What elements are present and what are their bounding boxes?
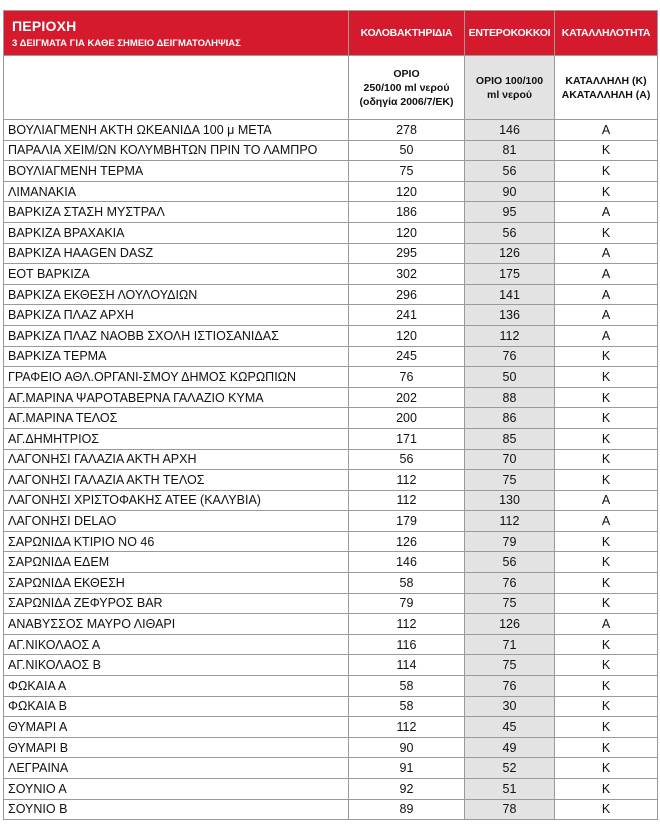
table-row	[4, 552, 658, 573]
sampling-point-name: ΑΓ.ΜΑΡΙΝΑ ΨΑΡΟΤΑΒΕΡΝΑ ΓΑΛΑΖΙΟ ΚΥΜΑ	[4, 387, 349, 408]
table-row	[4, 799, 658, 820]
coliform-limit-line1: ΟΡΙΟ	[393, 67, 420, 80]
enterococci-value: 112	[465, 511, 555, 532]
coliform-value: 91	[349, 758, 465, 779]
enterococci-value: 51	[465, 779, 555, 800]
sampling-point-name: ΛΑΓΟΝΗΣΙ DELAO	[4, 511, 349, 532]
enterococci-value: 45	[465, 717, 555, 738]
suitability-value: Α	[555, 305, 658, 326]
enterococci-value: 30	[465, 696, 555, 717]
coliform-value: 245	[349, 346, 465, 367]
coliform-value: 79	[349, 593, 465, 614]
coliform-value: 295	[349, 243, 465, 264]
suitability-value: Κ	[555, 676, 658, 697]
suitability-value: Α	[555, 243, 658, 264]
sampling-point-name: ΕΟΤ ΒΑΡΚΙΖΑ	[4, 264, 349, 285]
coliform-value: 92	[349, 779, 465, 800]
coliform-value: 202	[349, 387, 465, 408]
table-row	[4, 490, 658, 511]
enterococci-value: 126	[465, 614, 555, 635]
coliform-value: 120	[349, 181, 465, 202]
table-row	[4, 428, 658, 449]
suitability-value: Κ	[555, 367, 658, 388]
coliform-value: 75	[349, 161, 465, 182]
table-row	[4, 634, 658, 655]
enterococci-value: 50	[465, 367, 555, 388]
sampling-point-name: ΒΑΡΚΙΖΑ ΒΡΑΧΑΚΙΑ	[4, 222, 349, 243]
table-subheader-row	[4, 56, 658, 120]
enterococci-value: 56	[465, 222, 555, 243]
table-row	[4, 779, 658, 800]
suitability-value: Α	[555, 202, 658, 223]
coliform-header: ΚΟΛΟΒΑΚΤΗΡΙΔΙΑ	[349, 11, 465, 56]
sampling-point-name: ΦΩΚΑΙΑ Β	[4, 696, 349, 717]
suitability-value: Α	[555, 614, 658, 635]
coliform-value: 146	[349, 552, 465, 573]
coliform-value: 56	[349, 449, 465, 470]
area-title: ΠΕΡΙΟΧΗ	[12, 17, 77, 34]
enterococci-value: 81	[465, 140, 555, 161]
table-row	[4, 737, 658, 758]
suitability-header: ΚΑΤΑΛΛΗΛΟΤΗΤΑ	[555, 11, 658, 56]
enterococci-value: 146	[465, 120, 555, 141]
sampling-point-name: ΦΩΚΑΙΑ Α	[4, 676, 349, 697]
table-row	[4, 696, 658, 717]
table-row	[4, 408, 658, 429]
suitability-value: Α	[555, 511, 658, 532]
enterococci-value: 75	[465, 593, 555, 614]
sampling-point-name: ΒΑΡΚΙΖΑ ΠΛΑΖ ΑΡΧΗ	[4, 305, 349, 326]
table-row	[4, 161, 658, 182]
coliform-value: 58	[349, 696, 465, 717]
table-row	[4, 676, 658, 697]
suitability-value: Κ	[555, 634, 658, 655]
sampling-point-name: ΒΑΡΚΙΖΑ ΠΛΑΖ ΝΑΟΒΒ ΣΧΟΛΗ ΙΣΤΙΟΣΑΝΙΔΑΣ	[4, 325, 349, 346]
enterococci-limit-line1: ΟΡΙΟ 100/100	[475, 74, 544, 87]
coliform-limit-line3: (οδηγία 2006/7/ΕΚ)	[359, 95, 454, 108]
suitability-value: Κ	[555, 387, 658, 408]
table-row	[4, 511, 658, 532]
table-row	[4, 614, 658, 635]
sampling-point-name: ΠΑΡΑΛΙΑ ΧΕΙΜ/ΩΝ ΚΟΛΥΜΒΗΤΩΝ ΠΡΙΝ ΤΟ ΛΑΜΠΡΟ	[4, 140, 349, 161]
sampling-point-name: ΣΑΡΩΝΙΔΑ ΖΕΦΥΡΟΣ BAR	[4, 593, 349, 614]
suitability-value: Κ	[555, 222, 658, 243]
enterococci-value: 52	[465, 758, 555, 779]
coliform-value: 112	[349, 614, 465, 635]
enterococci-value: 95	[465, 202, 555, 223]
enterococci-value: 85	[465, 428, 555, 449]
sampling-point-name: ΑΓ.ΜΑΡΙΝΑ ΤΕΛΟΣ	[4, 408, 349, 429]
coliform-value: 296	[349, 284, 465, 305]
coliform-limit	[349, 56, 465, 120]
table-row	[4, 222, 658, 243]
sampling-point-name: ΣΑΡΩΝΙΔΑ ΚΤΙΡΙΟ ΝΟ 46	[4, 531, 349, 552]
sampling-point-name: ΑΝΑΒΥΣΣΟΣ ΜΑΥΡΟ ΛΙΘΑΡΙ	[4, 614, 349, 635]
sampling-point-name: ΒΑΡΚΙΖΑ ΕΚΘΕΣΗ ΛΟΥΛΟΥΔΙΩΝ	[4, 284, 349, 305]
suitability-value: Κ	[555, 552, 658, 573]
coliform-value: 179	[349, 511, 465, 532]
suitability-value: Κ	[555, 449, 658, 470]
suitability-value: Κ	[555, 428, 658, 449]
sampling-point-name: ΣΟΥΝΙΟ Β	[4, 799, 349, 820]
table-row	[4, 202, 658, 223]
sampling-point-name: ΒΑΡΚΙΖΑ ΤΕΡΜΑ	[4, 346, 349, 367]
suitability-value: Κ	[555, 717, 658, 738]
sampling-point-name: ΒΑΡΚΙΖΑ HAAGEN DASZ	[4, 243, 349, 264]
coliform-value: 112	[349, 490, 465, 511]
suitability-value: Κ	[555, 799, 658, 820]
suitability-value: Κ	[555, 181, 658, 202]
table-row	[4, 284, 658, 305]
suitability-legend	[555, 56, 658, 120]
water-quality-table	[3, 10, 658, 820]
coliform-value: 126	[349, 531, 465, 552]
sampling-point-name: ΣΟΥΝΙΟ Α	[4, 779, 349, 800]
table-row	[4, 449, 658, 470]
suitability-value: Κ	[555, 140, 658, 161]
suitability-value: Κ	[555, 346, 658, 367]
enterococci-value: 75	[465, 470, 555, 491]
suitability-value: Α	[555, 284, 658, 305]
suitability-value: Κ	[555, 696, 658, 717]
suitability-value: Κ	[555, 573, 658, 594]
suitability-value: Κ	[555, 593, 658, 614]
suitability-legend-line1: ΚΑΤΑΛΛΗΛΗ (Κ)	[565, 74, 647, 87]
coliform-value: 50	[349, 140, 465, 161]
sampling-point-name: ΘΥΜΑΡΙ Α	[4, 717, 349, 738]
sampling-point-name: ΛΑΓΟΝΗΣΙ ΓΑΛΑΖΙΑ ΑΚΤΗ ΑΡΧΗ	[4, 449, 349, 470]
sampling-point-name: ΘΥΜΑΡΙ Β	[4, 737, 349, 758]
table-row	[4, 593, 658, 614]
suitability-value: Κ	[555, 779, 658, 800]
enterococci-value: 71	[465, 634, 555, 655]
table-row	[4, 387, 658, 408]
sampling-point-name: ΣΑΡΩΝΙΔΑ ΕΚΘΕΣΗ	[4, 573, 349, 594]
enterococci-value: 175	[465, 264, 555, 285]
suitability-value: Κ	[555, 758, 658, 779]
sampling-point-name: ΒΑΡΚΙΖΑ ΣΤΑΣΗ ΜΥΣΤΡΑΛ	[4, 202, 349, 223]
enterococci-value: 86	[465, 408, 555, 429]
sampling-point-name: ΓΡΑΦΕΙΟ ΑΘΛ.ΟΡΓΑΝΙ-ΣΜΟΥ ΔΗΜΟΣ ΚΩΡΩΠΙΩΝ	[4, 367, 349, 388]
enterococci-value: 130	[465, 490, 555, 511]
table-row	[4, 531, 658, 552]
enterococci-limit	[465, 56, 555, 120]
table-row	[4, 758, 658, 779]
sampling-point-name: ΒΟΥΛΙΑΓΜΕΝΗ ΑΚΤΗ ΩΚΕΑΝΙΔΑ 100 μ ΜΕΤΑ	[4, 120, 349, 141]
enterococci-value: 76	[465, 676, 555, 697]
enterococci-limit-line2: ml νερού	[486, 88, 532, 101]
enterococci-value: 126	[465, 243, 555, 264]
area-subtitle: 3 ΔΕΙΓΜΑΤΑ ΓΙΑ ΚΑΘΕ ΣΗΜΕΙΟ ΔΕΙΓΜΑΤΟΛΗΨΙΑΣ	[12, 37, 241, 49]
suitability-value: Κ	[555, 531, 658, 552]
coliform-value: 58	[349, 573, 465, 594]
coliform-value: 278	[349, 120, 465, 141]
suitability-value: Α	[555, 264, 658, 285]
coliform-value: 171	[349, 428, 465, 449]
enterococci-value: 56	[465, 552, 555, 573]
coliform-value: 58	[349, 676, 465, 697]
sampling-point-name: ΣΑΡΩΝΙΔΑ ΕΔΕΜ	[4, 552, 349, 573]
coliform-value: 89	[349, 799, 465, 820]
enterococci-value: 141	[465, 284, 555, 305]
enterococci-value: 78	[465, 799, 555, 820]
table-header-row	[4, 11, 658, 56]
sampling-point-name: ΒΟΥΛΙΑΓΜΕΝΗ ΤΕΡΜΑ	[4, 161, 349, 182]
table-row	[4, 305, 658, 326]
table-row	[4, 367, 658, 388]
enterococci-header: ΕΝΤΕΡΟΚΟΚΚΟΙ	[465, 11, 555, 56]
enterococci-value: 136	[465, 305, 555, 326]
table-row	[4, 243, 658, 264]
table-body	[4, 120, 658, 820]
enterococci-value: 70	[465, 449, 555, 470]
sampling-point-name: ΑΓ.ΔΗΜΗΤΡΙΟΣ	[4, 428, 349, 449]
sampling-point-name: ΛΕΓΡΑΙΝΑ	[4, 758, 349, 779]
table-row	[4, 717, 658, 738]
table-row	[4, 573, 658, 594]
suitability-value: Α	[555, 490, 658, 511]
coliform-value: 186	[349, 202, 465, 223]
table-row	[4, 140, 658, 161]
coliform-value: 302	[349, 264, 465, 285]
suitability-value: Α	[555, 325, 658, 346]
coliform-value: 120	[349, 222, 465, 243]
coliform-value: 90	[349, 737, 465, 758]
enterococci-value: 79	[465, 531, 555, 552]
suitability-value: Α	[555, 120, 658, 141]
sampling-point-name: ΛΑΓΟΝΗΣΙ ΧΡΙΣΤΟΦΑΚΗΣ ΑΤΕΕ (ΚΑΛΥΒΙΑ)	[4, 490, 349, 511]
coliform-value: 120	[349, 325, 465, 346]
suitability-value: Κ	[555, 408, 658, 429]
suitability-value: Κ	[555, 655, 658, 676]
area-header	[4, 11, 349, 56]
table-row	[4, 655, 658, 676]
coliform-value: 114	[349, 655, 465, 676]
table-row	[4, 325, 658, 346]
table-row	[4, 181, 658, 202]
enterococci-value: 90	[465, 181, 555, 202]
sampling-point-name: ΛΙΜΑΝΑΚΙΑ	[4, 181, 349, 202]
subheader-blank-cell	[4, 56, 349, 120]
coliform-value: 76	[349, 367, 465, 388]
coliform-value: 112	[349, 717, 465, 738]
suitability-value: Κ	[555, 470, 658, 491]
suitability-value: Κ	[555, 737, 658, 758]
table-row	[4, 346, 658, 367]
sampling-point-name: ΑΓ.ΝΙΚΟΛΑΟΣ Α	[4, 634, 349, 655]
table-row	[4, 264, 658, 285]
coliform-limit-line2: 250/100 ml νερού	[363, 81, 450, 94]
sampling-point-name: ΑΓ.ΝΙΚΟΛΑΟΣ Β	[4, 655, 349, 676]
enterococci-value: 112	[465, 325, 555, 346]
enterococci-value: 56	[465, 161, 555, 182]
coliform-value: 200	[349, 408, 465, 429]
coliform-value: 112	[349, 470, 465, 491]
enterococci-value: 49	[465, 737, 555, 758]
table-row	[4, 120, 658, 141]
coliform-value: 116	[349, 634, 465, 655]
suitability-legend-line2: ΑΚΑΤΑΛΛΗΛΗ (Α)	[561, 88, 651, 101]
enterococci-value: 76	[465, 346, 555, 367]
enterococci-value: 75	[465, 655, 555, 676]
table-row	[4, 470, 658, 491]
coliform-value: 241	[349, 305, 465, 326]
enterococci-value: 76	[465, 573, 555, 594]
enterococci-value: 88	[465, 387, 555, 408]
sampling-point-name: ΛΑΓΟΝΗΣΙ ΓΑΛΑΖΙΑ ΑΚΤΗ ΤΕΛΟΣ	[4, 470, 349, 491]
suitability-value: Κ	[555, 161, 658, 182]
